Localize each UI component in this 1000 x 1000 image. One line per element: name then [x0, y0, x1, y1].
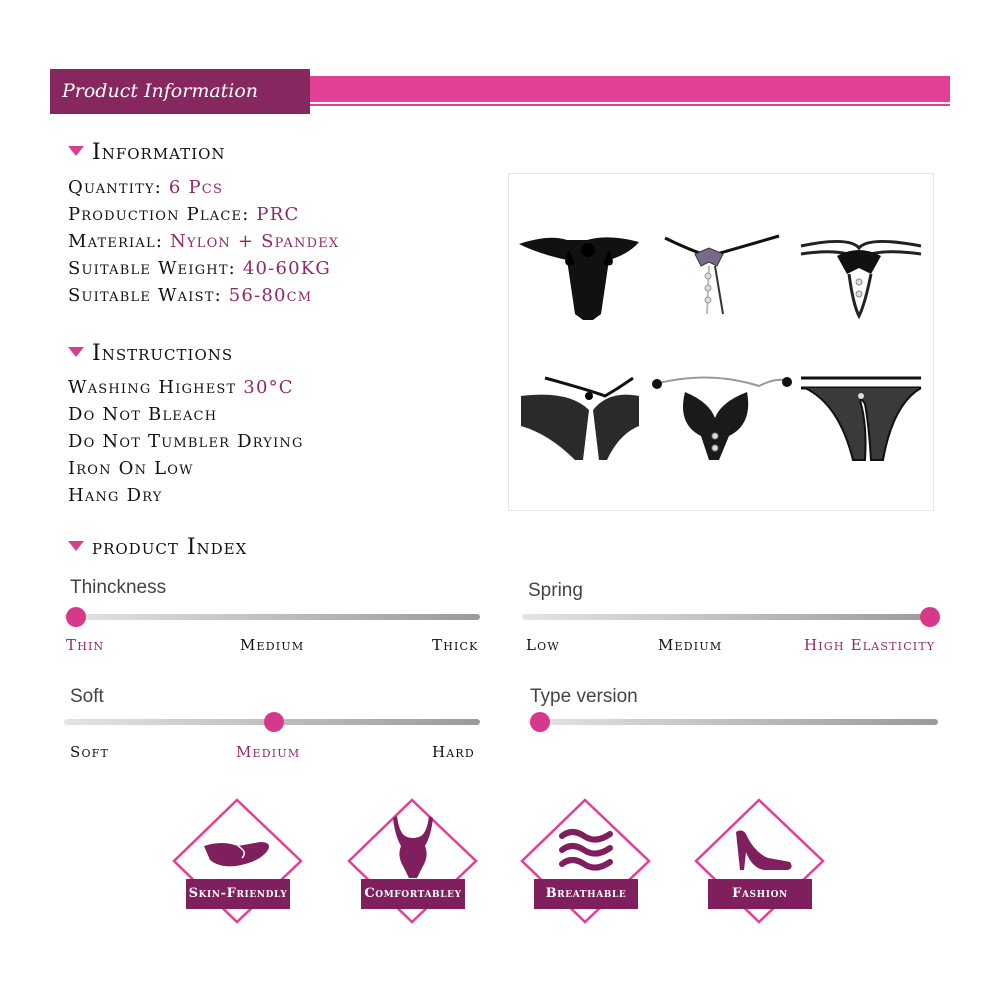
instruction-line: Do Not Tumbler Drying — [68, 431, 304, 452]
info-row-quantity — [68, 174, 339, 201]
slider-soft[interactable] — [64, 719, 480, 725]
slider-knob[interactable] — [920, 607, 940, 627]
product-photo-1 — [519, 237, 639, 320]
info-value: PRC — [256, 204, 300, 225]
slider-thickness-title: Thinckness — [70, 577, 167, 598]
slider-knob[interactable] — [530, 712, 550, 732]
instruction-washing — [68, 374, 304, 401]
slider-tick: Thick — [432, 636, 479, 654]
slider-soft-title: Soft — [70, 686, 104, 707]
banner-title: Product Information — [50, 69, 310, 114]
slider-type-version[interactable] — [528, 719, 938, 725]
slider-type-version-title: Type version — [530, 686, 638, 707]
info-label: Material: — [68, 231, 164, 252]
product-index-heading — [68, 535, 247, 560]
feature-skin-friendly — [170, 796, 305, 926]
info-label: Suitable Weight: — [68, 258, 236, 279]
instruction-line: Do Not Bleach — [68, 404, 218, 425]
instructions-list — [68, 374, 304, 509]
slider-knob[interactable] — [66, 607, 86, 627]
info-row-waist — [68, 282, 339, 309]
slider-track — [522, 614, 938, 620]
info-value: 6 Pcs — [168, 177, 224, 198]
info-label: Quantity: — [68, 177, 162, 198]
feature-comfortabley — [345, 796, 480, 926]
feature-label: Breathable — [534, 879, 638, 909]
feature-label: Fashion — [708, 879, 812, 909]
slider-thickness[interactable] — [64, 614, 480, 620]
slider-tick: Medium — [658, 636, 723, 654]
instruction-line: Hang Dry — [68, 485, 163, 506]
triangle-icon — [68, 146, 84, 156]
slider-spring-title: Spring — [528, 580, 583, 601]
instructions-heading-text: Instructions — [92, 341, 234, 366]
waves-icon — [558, 828, 614, 872]
product-photo-4 — [521, 378, 639, 460]
hand-icon — [202, 832, 274, 872]
information-heading — [68, 140, 226, 165]
slider-track — [64, 614, 480, 620]
feature-label: Comfortabley — [361, 879, 465, 909]
slider-tick: Soft — [70, 743, 110, 761]
instructions-heading — [68, 341, 233, 366]
product-photo-2 — [665, 236, 779, 314]
information-list — [68, 174, 339, 309]
product-index-heading-text: product Index — [92, 535, 248, 560]
bodysuit-icon — [391, 814, 435, 880]
banner-divider — [310, 102, 950, 104]
feature-breathable — [518, 796, 653, 926]
info-value: 56-80cm — [228, 285, 313, 306]
washing-label: Washing Highest — [68, 377, 237, 398]
slider-tick: High Elasticity — [804, 636, 936, 654]
slider-tick: Medium — [240, 636, 305, 654]
product-photo-5 — [652, 377, 792, 460]
product-image-panel — [508, 173, 934, 511]
washing-value: 30°C — [243, 377, 294, 398]
info-label: Production Place: — [68, 204, 250, 225]
info-row-material — [68, 228, 339, 255]
slider-knob[interactable] — [264, 712, 284, 732]
slider-track — [528, 719, 938, 725]
slider-tick: Thin — [66, 636, 105, 654]
triangle-icon — [68, 347, 84, 357]
slider-tick: Medium — [236, 743, 301, 761]
info-value: Nylon + Spandex — [170, 231, 340, 252]
info-value: 40-60KG — [242, 258, 331, 279]
information-heading-text: Information — [92, 140, 226, 165]
info-row-place — [68, 201, 339, 228]
product-photo-3 — [801, 241, 921, 316]
product-photos — [509, 174, 933, 510]
product-photo-6 — [801, 378, 921, 460]
high-heel-icon — [734, 828, 794, 874]
info-row-weight — [68, 255, 339, 282]
slider-tick: Low — [526, 636, 560, 654]
instruction-line: Iron On Low — [68, 458, 194, 479]
feature-fashion — [692, 796, 827, 926]
triangle-icon — [68, 541, 84, 551]
info-label: Suitable Waist: — [68, 285, 222, 306]
feature-label: Skin-Friendly — [186, 879, 290, 909]
slider-spring[interactable] — [522, 614, 938, 620]
slider-tick: Hard — [432, 743, 475, 761]
